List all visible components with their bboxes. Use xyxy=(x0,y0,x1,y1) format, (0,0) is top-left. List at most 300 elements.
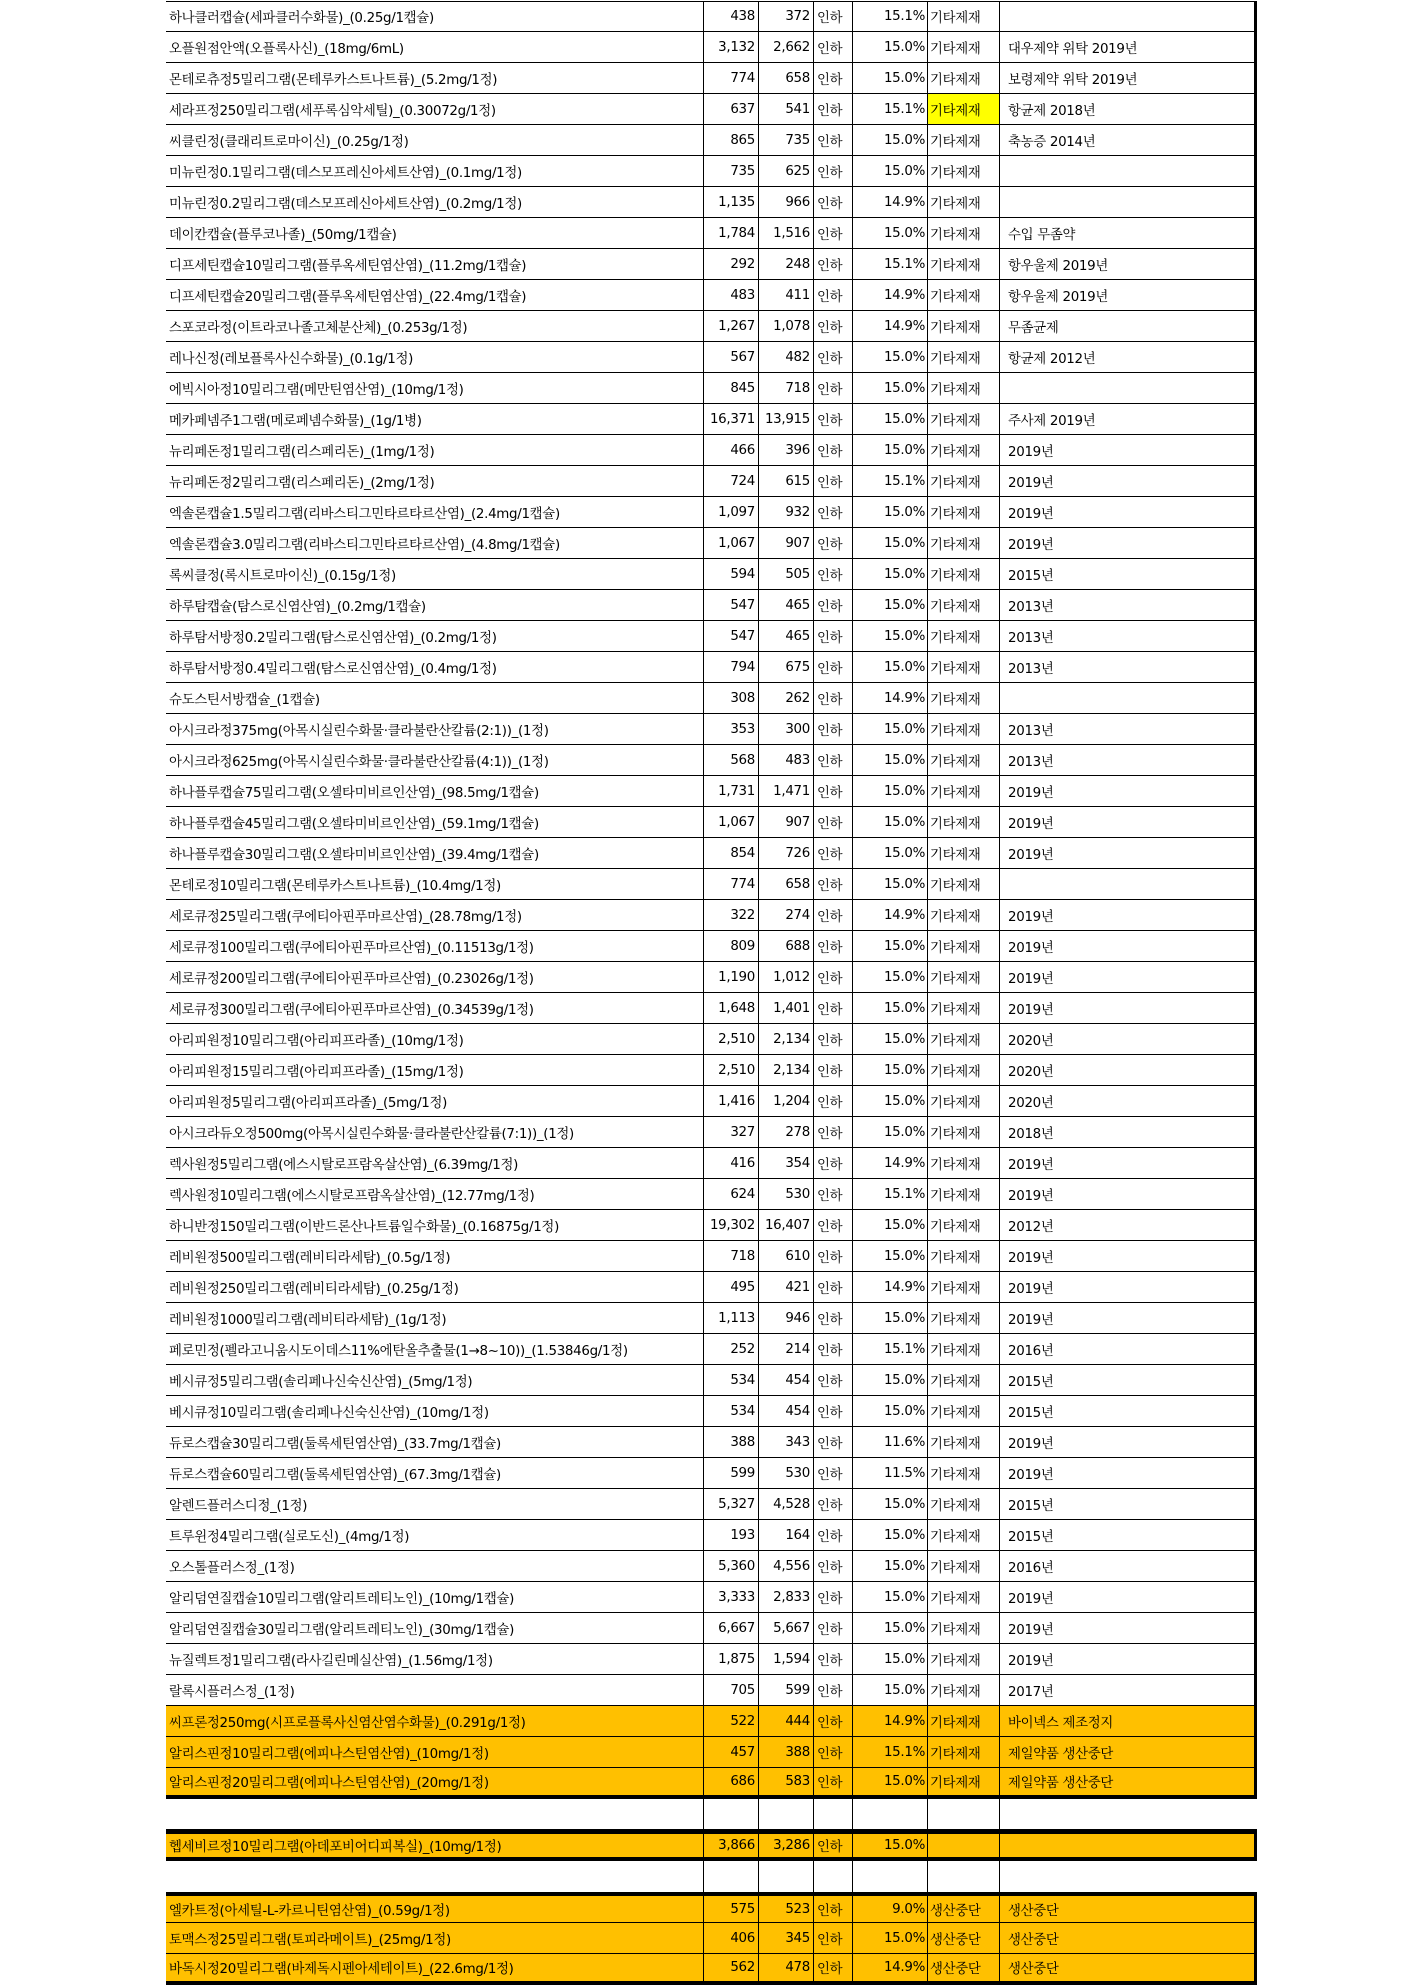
direction-cell[interactable]: 인하 xyxy=(814,32,853,62)
drug-name-cell[interactable]: 몬테로정10밀리그램(몬테루카스트나트륨)_(10.4mg/1정) xyxy=(166,869,704,899)
note-cell[interactable]: 무좀균제 xyxy=(1000,311,1257,341)
rate-cell[interactable]: 15.0% xyxy=(853,1520,928,1550)
direction-cell[interactable]: 인하 xyxy=(814,156,853,186)
price-after-cell[interactable]: 946 xyxy=(759,1303,814,1333)
price-before-cell[interactable]: 547 xyxy=(704,590,759,620)
note-cell[interactable]: 보령제약 위탁 2019년 xyxy=(1000,63,1257,93)
rate-cell[interactable]: 14.9% xyxy=(853,187,928,217)
rate-cell[interactable]: 15.0% xyxy=(853,125,928,155)
direction-cell[interactable]: 인하 xyxy=(814,590,853,620)
empty-cell[interactable] xyxy=(853,1799,928,1829)
rate-cell[interactable]: 14.9% xyxy=(853,311,928,341)
price-after-cell[interactable]: 583 xyxy=(759,1768,814,1795)
price-before-cell[interactable]: 735 xyxy=(704,156,759,186)
price-before-cell[interactable]: 3,333 xyxy=(704,1582,759,1612)
direction-cell[interactable]: 인하 xyxy=(814,1613,853,1643)
direction-cell[interactable]: 인하 xyxy=(814,373,853,403)
direction-cell[interactable]: 인하 xyxy=(814,1644,853,1674)
price-after-cell[interactable]: 478 xyxy=(759,1954,814,1981)
drug-name-cell[interactable]: 세로큐정200밀리그램(쿠에티아핀푸마르산염)_(0.23026g/1정) xyxy=(166,962,704,992)
rate-cell[interactable]: 15.0% xyxy=(853,962,928,992)
empty-cell[interactable] xyxy=(166,1799,704,1829)
direction-cell[interactable]: 인하 xyxy=(814,1737,853,1767)
price-after-cell[interactable]: 610 xyxy=(759,1241,814,1271)
direction-cell[interactable]: 인하 xyxy=(814,807,853,837)
direction-cell[interactable]: 인하 xyxy=(814,1148,853,1178)
note-cell[interactable]: 2016년 xyxy=(1000,1551,1257,1581)
note-cell[interactable]: 2015년 xyxy=(1000,1365,1257,1395)
note-cell[interactable]: 항균제 2018년 xyxy=(1000,94,1257,124)
price-before-cell[interactable]: 193 xyxy=(704,1520,759,1550)
note-cell[interactable] xyxy=(1000,683,1257,713)
note-cell[interactable]: 2019년 xyxy=(1000,776,1257,806)
rate-cell[interactable]: 15.0% xyxy=(853,1396,928,1426)
price-after-cell[interactable]: 530 xyxy=(759,1179,814,1209)
direction-cell[interactable]: 인하 xyxy=(814,342,853,372)
price-after-cell[interactable]: 2,833 xyxy=(759,1582,814,1612)
rate-cell[interactable]: 14.9% xyxy=(853,280,928,310)
price-after-cell[interactable]: 4,556 xyxy=(759,1551,814,1581)
price-after-cell[interactable]: 625 xyxy=(759,156,814,186)
rate-cell[interactable]: 15.0% xyxy=(853,621,928,651)
price-after-cell[interactable]: 2,134 xyxy=(759,1024,814,1054)
direction-cell[interactable]: 인하 xyxy=(814,745,853,775)
rate-cell[interactable]: 15.0% xyxy=(853,1551,928,1581)
direction-cell[interactable]: 인하 xyxy=(814,1086,853,1116)
price-before-cell[interactable]: 353 xyxy=(704,714,759,744)
drug-name-cell[interactable]: 아시크라듀오정500mg(아목시실린수화물·클라불란산칼륨(7:1))_(1정) xyxy=(166,1117,704,1147)
drug-name-cell[interactable]: 디프세틴캡슐10밀리그램(플루옥세틴염산염)_(11.2mg/1캡슐) xyxy=(166,249,704,279)
note-cell[interactable]: 축농증 2014년 xyxy=(1000,125,1257,155)
note-cell[interactable]: 2013년 xyxy=(1000,714,1257,744)
price-after-cell[interactable]: 615 xyxy=(759,466,814,496)
category-cell[interactable]: 기타제재 xyxy=(928,94,1000,124)
price-before-cell[interactable]: 845 xyxy=(704,373,759,403)
price-after-cell[interactable]: 396 xyxy=(759,435,814,465)
price-after-cell[interactable]: 1,471 xyxy=(759,776,814,806)
category-cell[interactable]: 기타제재 xyxy=(928,1272,1000,1302)
price-after-cell[interactable]: 482 xyxy=(759,342,814,372)
category-cell[interactable]: 기타제재 xyxy=(928,187,1000,217)
empty-cell[interactable] xyxy=(1000,1861,1257,1892)
price-before-cell[interactable]: 327 xyxy=(704,1117,759,1147)
rate-cell[interactable]: 15.1% xyxy=(853,466,928,496)
drug-name-cell[interactable]: 바독시정20밀리그램(바제독시펜아세테이트)_(22.6mg/1정) xyxy=(166,1954,704,1981)
price-after-cell[interactable]: 718 xyxy=(759,373,814,403)
drug-name-cell[interactable]: 헵세비르정10밀리그램(아데포비어디피복실)_(10mg/1정) xyxy=(166,1834,704,1857)
category-cell[interactable]: 기타제재 xyxy=(928,745,1000,775)
price-before-cell[interactable]: 1,135 xyxy=(704,187,759,217)
note-cell[interactable]: 2020년 xyxy=(1000,1055,1257,1085)
rate-cell[interactable]: 15.1% xyxy=(853,1179,928,1209)
drug-name-cell[interactable]: 에빅시아정10밀리그램(메만틴염산염)_(10mg/1정) xyxy=(166,373,704,403)
empty-cell[interactable] xyxy=(704,1799,759,1829)
category-cell[interactable]: 기타제재 xyxy=(928,993,1000,1023)
note-cell[interactable]: 2019년 xyxy=(1000,1427,1257,1457)
price-before-cell[interactable]: 1,731 xyxy=(704,776,759,806)
category-cell[interactable]: 기타제재 xyxy=(928,1737,1000,1767)
note-cell[interactable] xyxy=(1000,156,1257,186)
category-cell[interactable]: 생산중단 xyxy=(928,1954,1000,1981)
direction-cell[interactable]: 인하 xyxy=(814,466,853,496)
drug-name-cell[interactable]: 엑솔론캡슐1.5밀리그램(리바스티그민타르타르산염)_(2.4mg/1캡슐) xyxy=(166,497,704,527)
price-before-cell[interactable]: 457 xyxy=(704,1737,759,1767)
rate-cell[interactable]: 15.0% xyxy=(853,993,928,1023)
direction-cell[interactable]: 인하 xyxy=(814,652,853,682)
direction-cell[interactable]: 인하 xyxy=(814,1024,853,1054)
note-cell[interactable]: 2013년 xyxy=(1000,652,1257,682)
note-cell[interactable]: 수입 무좀약 xyxy=(1000,218,1257,248)
category-cell[interactable]: 기타제재 xyxy=(928,125,1000,155)
note-cell[interactable]: 항균제 2012년 xyxy=(1000,342,1257,372)
note-cell[interactable]: 항우울제 2019년 xyxy=(1000,280,1257,310)
price-before-cell[interactable]: 1,267 xyxy=(704,311,759,341)
category-cell[interactable]: 기타제재 xyxy=(928,218,1000,248)
price-before-cell[interactable]: 724 xyxy=(704,466,759,496)
price-after-cell[interactable]: 530 xyxy=(759,1458,814,1488)
direction-cell[interactable]: 인하 xyxy=(814,280,853,310)
category-cell[interactable]: 기타제재 xyxy=(928,1148,1000,1178)
price-before-cell[interactable]: 1,416 xyxy=(704,1086,759,1116)
price-before-cell[interactable]: 1,784 xyxy=(704,218,759,248)
category-cell[interactable]: 기타제재 xyxy=(928,683,1000,713)
note-cell[interactable]: 2019년 xyxy=(1000,435,1257,465)
rate-cell[interactable]: 15.0% xyxy=(853,838,928,868)
rate-cell[interactable]: 15.0% xyxy=(853,559,928,589)
rate-cell[interactable]: 15.0% xyxy=(853,1117,928,1147)
category-cell[interactable]: 기타제재 xyxy=(928,404,1000,434)
rate-cell[interactable]: 11.6% xyxy=(853,1427,928,1457)
price-before-cell[interactable]: 16,371 xyxy=(704,404,759,434)
direction-cell[interactable]: 인하 xyxy=(814,125,853,155)
price-before-cell[interactable]: 308 xyxy=(704,683,759,713)
note-cell[interactable]: 2018년 xyxy=(1000,1117,1257,1147)
price-before-cell[interactable]: 718 xyxy=(704,1241,759,1271)
price-before-cell[interactable]: 705 xyxy=(704,1675,759,1705)
price-before-cell[interactable]: 547 xyxy=(704,621,759,651)
note-cell[interactable]: 2019년 xyxy=(1000,466,1257,496)
price-after-cell[interactable]: 5,667 xyxy=(759,1613,814,1643)
category-cell[interactable]: 기타제재 xyxy=(928,1117,1000,1147)
price-before-cell[interactable]: 562 xyxy=(704,1954,759,1981)
direction-cell[interactable]: 인하 xyxy=(814,249,853,279)
drug-name-cell[interactable]: 베시큐정5밀리그램(솔리페나신숙신산염)_(5mg/1정) xyxy=(166,1365,704,1395)
drug-name-cell[interactable]: 알리덤연질캡슐10밀리그램(알리트레티노인)_(10mg/1캡슐) xyxy=(166,1582,704,1612)
rate-cell[interactable]: 15.0% xyxy=(853,218,928,248)
direction-cell[interactable]: 인하 xyxy=(814,1706,853,1736)
price-after-cell[interactable]: 1,078 xyxy=(759,311,814,341)
category-cell[interactable]: 기타제재 xyxy=(928,280,1000,310)
direction-cell[interactable]: 인하 xyxy=(814,94,853,124)
note-cell[interactable]: 2019년 xyxy=(1000,1303,1257,1333)
category-cell[interactable]: 기타제재 xyxy=(928,1489,1000,1519)
rate-cell[interactable]: 15.0% xyxy=(853,528,928,558)
category-cell[interactable]: 기타제재 xyxy=(928,838,1000,868)
price-after-cell[interactable]: 1,594 xyxy=(759,1644,814,1674)
drug-name-cell[interactable]: 하나플루캡슐75밀리그램(오셀타미비르인산염)_(98.5mg/1캡슐) xyxy=(166,776,704,806)
rate-cell[interactable]: 15.0% xyxy=(853,1241,928,1271)
price-after-cell[interactable]: 483 xyxy=(759,745,814,775)
price-after-cell[interactable]: 454 xyxy=(759,1365,814,1395)
direction-cell[interactable]: 인하 xyxy=(814,962,853,992)
drug-name-cell[interactable]: 레비원정250밀리그램(레비티라세탐)_(0.25g/1정) xyxy=(166,1272,704,1302)
category-cell[interactable]: 기타제재 xyxy=(928,1303,1000,1333)
category-cell[interactable]: 기타제재 xyxy=(928,1241,1000,1271)
price-after-cell[interactable]: 1,012 xyxy=(759,962,814,992)
price-after-cell[interactable]: 658 xyxy=(759,869,814,899)
drug-name-cell[interactable]: 록씨클정(록시트로마이신)_(0.15g/1정) xyxy=(166,559,704,589)
drug-name-cell[interactable]: 메카페넴주1그램(메로페넴수화물)_(1g/1병) xyxy=(166,404,704,434)
rate-cell[interactable]: 14.9% xyxy=(853,1706,928,1736)
rate-cell[interactable]: 14.9% xyxy=(853,900,928,930)
empty-cell[interactable] xyxy=(166,1861,704,1892)
drug-name-cell[interactable]: 토맥스정25밀리그램(토피라메이트)_(25mg/1정) xyxy=(166,1923,704,1953)
price-before-cell[interactable]: 322 xyxy=(704,900,759,930)
price-after-cell[interactable]: 444 xyxy=(759,1706,814,1736)
category-cell[interactable]: 기타제재 xyxy=(928,590,1000,620)
empty-cell[interactable] xyxy=(1000,1799,1257,1829)
direction-cell[interactable]: 인하 xyxy=(814,1210,853,1240)
price-after-cell[interactable]: 907 xyxy=(759,807,814,837)
rate-cell[interactable]: 15.0% xyxy=(853,590,928,620)
category-cell[interactable]: 기타제재 xyxy=(928,311,1000,341)
direction-cell[interactable]: 인하 xyxy=(814,993,853,1023)
rate-cell[interactable]: 15.0% xyxy=(853,745,928,775)
direction-cell[interactable]: 인하 xyxy=(814,1365,853,1395)
note-cell[interactable]: 2016년 xyxy=(1000,1334,1257,1364)
price-before-cell[interactable]: 774 xyxy=(704,869,759,899)
note-cell[interactable]: 2015년 xyxy=(1000,1520,1257,1550)
rate-cell[interactable]: 15.0% xyxy=(853,714,928,744)
direction-cell[interactable]: 인하 xyxy=(814,559,853,589)
empty-cell[interactable] xyxy=(759,1861,814,1892)
drug-name-cell[interactable]: 아리피원정15밀리그램(아리피프라졸)_(15mg/1정) xyxy=(166,1055,704,1085)
note-cell[interactable]: 제일약품 생산중단 xyxy=(1000,1768,1257,1795)
price-after-cell[interactable]: 465 xyxy=(759,590,814,620)
price-after-cell[interactable]: 164 xyxy=(759,1520,814,1550)
rate-cell[interactable]: 15.0% xyxy=(853,1210,928,1240)
drug-name-cell[interactable]: 미뉴린정0.2밀리그램(데스모프레신아세트산염)_(0.2mg/1정) xyxy=(166,187,704,217)
drug-name-cell[interactable]: 알리스핀정10밀리그램(에피나스틴염산염)_(10mg/1정) xyxy=(166,1737,704,1767)
note-cell[interactable]: 2013년 xyxy=(1000,621,1257,651)
price-after-cell[interactable]: 1,401 xyxy=(759,993,814,1023)
note-cell[interactable]: 2012년 xyxy=(1000,1210,1257,1240)
note-cell[interactable] xyxy=(1000,187,1257,217)
direction-cell[interactable]: 인하 xyxy=(814,1458,853,1488)
price-before-cell[interactable]: 809 xyxy=(704,931,759,961)
drug-name-cell[interactable]: 아리피원정5밀리그램(아리피프라졸)_(5mg/1정) xyxy=(166,1086,704,1116)
rate-cell[interactable]: 15.0% xyxy=(853,652,928,682)
price-after-cell[interactable]: 274 xyxy=(759,900,814,930)
direction-cell[interactable]: 인하 xyxy=(814,1489,853,1519)
direction-cell[interactable]: 인하 xyxy=(814,1334,853,1364)
category-cell[interactable]: 기타제재 xyxy=(928,32,1000,62)
rate-cell[interactable]: 14.9% xyxy=(853,683,928,713)
price-before-cell[interactable]: 522 xyxy=(704,1706,759,1736)
category-cell[interactable]: 기타제재 xyxy=(928,249,1000,279)
rate-cell[interactable]: 15.0% xyxy=(853,1582,928,1612)
direction-cell[interactable]: 인하 xyxy=(814,714,853,744)
direction-cell[interactable]: 인하 xyxy=(814,311,853,341)
category-cell[interactable]: 기타제재 xyxy=(928,2,1000,31)
category-cell[interactable]: 기타제재 xyxy=(928,528,1000,558)
rate-cell[interactable]: 15.0% xyxy=(853,807,928,837)
note-cell[interactable]: 2019년 xyxy=(1000,497,1257,527)
price-before-cell[interactable]: 495 xyxy=(704,1272,759,1302)
direction-cell[interactable]: 인하 xyxy=(814,497,853,527)
rate-cell[interactable]: 14.9% xyxy=(853,1954,928,1981)
drug-name-cell[interactable]: 레비원정500밀리그램(레비티라세탐)_(0.5g/1정) xyxy=(166,1241,704,1271)
empty-cell[interactable] xyxy=(928,1861,1000,1892)
price-after-cell[interactable]: 907 xyxy=(759,528,814,558)
category-cell[interactable]: 기타제재 xyxy=(928,1086,1000,1116)
direction-cell[interactable]: 인하 xyxy=(814,187,853,217)
price-before-cell[interactable]: 1,875 xyxy=(704,1644,759,1674)
category-cell[interactable]: 기타제재 xyxy=(928,63,1000,93)
price-after-cell[interactable]: 421 xyxy=(759,1272,814,1302)
price-before-cell[interactable]: 1,648 xyxy=(704,993,759,1023)
category-cell[interactable]: 기타제재 xyxy=(928,1179,1000,1209)
rate-cell[interactable]: 14.9% xyxy=(853,1272,928,1302)
note-cell[interactable]: 2019년 xyxy=(1000,807,1257,837)
direction-cell[interactable]: 인하 xyxy=(814,1055,853,1085)
rate-cell[interactable]: 15.0% xyxy=(853,1024,928,1054)
category-cell[interactable]: 기타제재 xyxy=(928,1644,1000,1674)
rate-cell[interactable]: 15.0% xyxy=(853,869,928,899)
direction-cell[interactable]: 인하 xyxy=(814,931,853,961)
drug-name-cell[interactable]: 오플원점안액(오플록사신)_(18mg/6mL) xyxy=(166,32,704,62)
drug-name-cell[interactable]: 듀로스캡슐30밀리그램(둘록세틴염산염)_(33.7mg/1캡슐) xyxy=(166,1427,704,1457)
category-cell[interactable]: 기타제재 xyxy=(928,1458,1000,1488)
drug-name-cell[interactable]: 하루탐서방정0.2밀리그램(탐스로신염산염)_(0.2mg/1정) xyxy=(166,621,704,651)
direction-cell[interactable]: 인하 xyxy=(814,1954,853,1981)
direction-cell[interactable]: 인하 xyxy=(814,1675,853,1705)
note-cell[interactable] xyxy=(1000,869,1257,899)
drug-name-cell[interactable]: 몬테로츄정5밀리그램(몬테루카스트나트륨)_(5.2mg/1정) xyxy=(166,63,704,93)
direction-cell[interactable]: 인하 xyxy=(814,1396,853,1426)
category-cell[interactable]: 기타제재 xyxy=(928,1706,1000,1736)
rate-cell[interactable]: 11.5% xyxy=(853,1458,928,1488)
drug-name-cell[interactable]: 하루탐캡슐(탐스로신염산염)_(0.2mg/1캡슐) xyxy=(166,590,704,620)
drug-name-cell[interactable]: 알렌드플러스디정_(1정) xyxy=(166,1489,704,1519)
note-cell[interactable]: 2013년 xyxy=(1000,590,1257,620)
direction-cell[interactable]: 인하 xyxy=(814,2,853,31)
note-cell[interactable]: 2019년 xyxy=(1000,1272,1257,1302)
direction-cell[interactable]: 인하 xyxy=(814,621,853,651)
rate-cell[interactable]: 15.0% xyxy=(853,32,928,62)
note-cell[interactable]: 생산중단 xyxy=(1000,1923,1257,1953)
drug-name-cell[interactable]: 엘카트정(아세틸-L-카르니틴염산염)_(0.59g/1정) xyxy=(166,1896,704,1922)
drug-name-cell[interactable]: 아시크라정375mg(아목시실린수화물·클라불란산칼륨(2:1))_(1정) xyxy=(166,714,704,744)
price-before-cell[interactable]: 774 xyxy=(704,63,759,93)
price-after-cell[interactable]: 675 xyxy=(759,652,814,682)
category-cell[interactable]: 기타제재 xyxy=(928,342,1000,372)
note-cell[interactable]: 2019년 xyxy=(1000,838,1257,868)
note-cell[interactable]: 2020년 xyxy=(1000,1024,1257,1054)
rate-cell[interactable]: 9.0% xyxy=(853,1896,928,1922)
price-after-cell[interactable]: 2,662 xyxy=(759,32,814,62)
rate-cell[interactable]: 15.0% xyxy=(853,1365,928,1395)
note-cell[interactable]: 대우제약 위탁 2019년 xyxy=(1000,32,1257,62)
price-before-cell[interactable]: 5,360 xyxy=(704,1551,759,1581)
price-before-cell[interactable]: 5,327 xyxy=(704,1489,759,1519)
direction-cell[interactable]: 인하 xyxy=(814,1241,853,1271)
direction-cell[interactable]: 인하 xyxy=(814,1551,853,1581)
category-cell[interactable]: 기타제재 xyxy=(928,1520,1000,1550)
note-cell[interactable]: 2019년 xyxy=(1000,1582,1257,1612)
drug-name-cell[interactable]: 뉴질렉트정1밀리그램(라사길린메실산염)_(1.56mg/1정) xyxy=(166,1644,704,1674)
price-before-cell[interactable]: 292 xyxy=(704,249,759,279)
category-cell[interactable] xyxy=(928,1834,1000,1857)
category-cell[interactable]: 기타제재 xyxy=(928,1551,1000,1581)
price-before-cell[interactable]: 466 xyxy=(704,435,759,465)
direction-cell[interactable]: 인하 xyxy=(814,1923,853,1953)
price-before-cell[interactable]: 3,132 xyxy=(704,32,759,62)
price-after-cell[interactable]: 2,134 xyxy=(759,1055,814,1085)
drug-name-cell[interactable]: 베시큐정10밀리그램(솔리페나신숙신산염)_(10mg/1정) xyxy=(166,1396,704,1426)
drug-name-cell[interactable]: 스포코라정(이트라코나졸고체분산체)_(0.253g/1정) xyxy=(166,311,704,341)
empty-cell[interactable] xyxy=(814,1799,853,1829)
rate-cell[interactable]: 15.1% xyxy=(853,249,928,279)
price-after-cell[interactable]: 343 xyxy=(759,1427,814,1457)
drug-name-cell[interactable]: 하루탐서방정0.4밀리그램(탐스로신염산염)_(0.4mg/1정) xyxy=(166,652,704,682)
drug-name-cell[interactable]: 레비원정1000밀리그램(레비티라세탐)_(1g/1정) xyxy=(166,1303,704,1333)
note-cell[interactable]: 2019년 xyxy=(1000,931,1257,961)
category-cell[interactable]: 기타제재 xyxy=(928,962,1000,992)
price-before-cell[interactable]: 1,113 xyxy=(704,1303,759,1333)
note-cell[interactable]: 2019년 xyxy=(1000,962,1257,992)
direction-cell[interactable]: 인하 xyxy=(814,1179,853,1209)
rate-cell[interactable]: 15.0% xyxy=(853,342,928,372)
drug-name-cell[interactable]: 슈도스틴서방캡슐_(1캡슐) xyxy=(166,683,704,713)
drug-name-cell[interactable]: 알리덤연질캡슐30밀리그램(알리트레티노인)_(30mg/1캡슐) xyxy=(166,1613,704,1643)
empty-cell[interactable] xyxy=(853,1861,928,1892)
price-before-cell[interactable]: 599 xyxy=(704,1458,759,1488)
category-cell[interactable]: 기타제재 xyxy=(928,1365,1000,1395)
note-cell[interactable] xyxy=(1000,2,1257,31)
rate-cell[interactable]: 15.0% xyxy=(853,435,928,465)
price-before-cell[interactable]: 534 xyxy=(704,1365,759,1395)
drug-name-cell[interactable]: 세로큐정100밀리그램(쿠에티아핀푸마르산염)_(0.11513g/1정) xyxy=(166,931,704,961)
price-after-cell[interactable]: 214 xyxy=(759,1334,814,1364)
price-after-cell[interactable]: 13,915 xyxy=(759,404,814,434)
drug-name-cell[interactable]: 하나플루캡슐45밀리그램(오셀타미비르인산염)_(59.1mg/1캡슐) xyxy=(166,807,704,837)
rate-cell[interactable]: 15.1% xyxy=(853,1334,928,1364)
price-before-cell[interactable]: 2,510 xyxy=(704,1024,759,1054)
price-before-cell[interactable]: 1,067 xyxy=(704,807,759,837)
drug-name-cell[interactable]: 듀로스캡슐60밀리그램(둘록세틴염산염)_(67.3mg/1캡슐) xyxy=(166,1458,704,1488)
drug-name-cell[interactable]: 오스톨플러스정_(1정) xyxy=(166,1551,704,1581)
price-after-cell[interactable]: 248 xyxy=(759,249,814,279)
category-cell[interactable]: 생산중단 xyxy=(928,1923,1000,1953)
direction-cell[interactable]: 인하 xyxy=(814,1896,853,1922)
category-cell[interactable]: 기타제재 xyxy=(928,652,1000,682)
drug-name-cell[interactable]: 하니반정150밀리그램(이반드론산나트륨일수화물)_(0.16875g/1정) xyxy=(166,1210,704,1240)
category-cell[interactable]: 기타제재 xyxy=(928,869,1000,899)
note-cell[interactable]: 2015년 xyxy=(1000,1489,1257,1519)
note-cell[interactable]: 2017년 xyxy=(1000,1675,1257,1705)
price-before-cell[interactable]: 854 xyxy=(704,838,759,868)
price-after-cell[interactable]: 262 xyxy=(759,683,814,713)
direction-cell[interactable]: 인하 xyxy=(814,218,853,248)
drug-name-cell[interactable]: 알리스핀정20밀리그램(에피나스틴염산염)_(20mg/1정) xyxy=(166,1768,704,1795)
drug-name-cell[interactable]: 레나신정(레보플록사신수화물)_(0.1g/1정) xyxy=(166,342,704,372)
category-cell[interactable]: 기타제재 xyxy=(928,373,1000,403)
drug-name-cell[interactable]: 데이칸캡슐(플루코나졸)_(50mg/1캡슐) xyxy=(166,218,704,248)
category-cell[interactable]: 기타제재 xyxy=(928,559,1000,589)
category-cell[interactable]: 기타제재 xyxy=(928,714,1000,744)
direction-cell[interactable]: 인하 xyxy=(814,900,853,930)
